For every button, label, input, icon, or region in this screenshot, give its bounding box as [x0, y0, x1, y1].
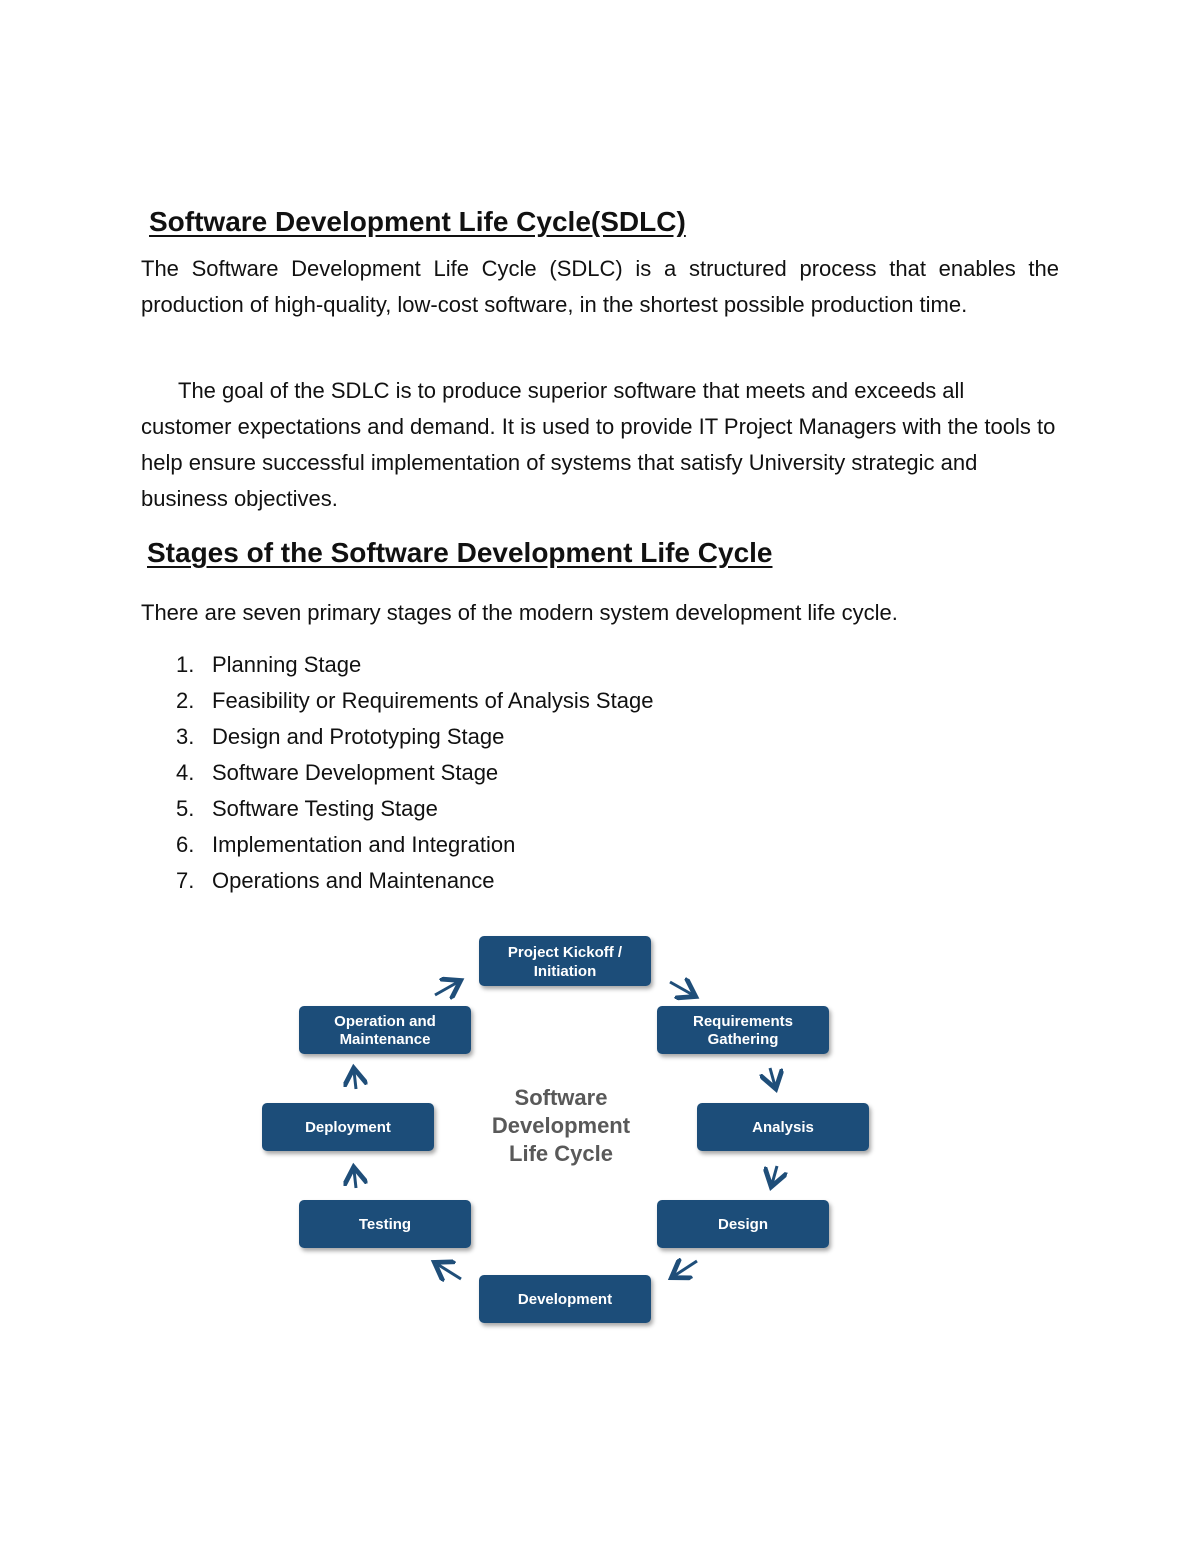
center-label-line: Software: [514, 1085, 608, 1110]
svg-text:Requirements: Requirements: [692, 1013, 794, 1030]
stage-item: 2. Feasibility or Requirements of Analysis Stage: [176, 688, 654, 713]
stage-item: 5. Software Testing Stage: [176, 796, 438, 821]
svg-text:Project Kickoff /: Project Kickoff /: [507, 944, 623, 961]
stages-list: [141, 647, 653, 899]
stage-box-testing: [299, 1200, 471, 1248]
arrow-operation-to-kickoff: [435, 982, 458, 995]
stage-box-kickoff: [479, 936, 651, 986]
svg-text:Analysis: Analysis: [752, 1119, 814, 1136]
stage-item: 3. Design and Prototyping Stage: [176, 724, 505, 749]
arrow-testing-to-deployment: [354, 1170, 356, 1188]
sdlc-cycle-diagram: [250, 925, 890, 1335]
svg-text:Gathering: Gathering: [707, 1031, 779, 1048]
svg-text:Initiation: Initiation: [533, 963, 597, 980]
stage-box-deployment: [262, 1103, 434, 1151]
center-label-line: Life Cycle: [509, 1141, 613, 1166]
stage-item: 1. Planning Stage: [176, 652, 362, 677]
arrow-kickoff-to-requirements: [670, 982, 693, 995]
page-title: Software Development Life Cycle(SDLC): [149, 206, 686, 237]
stage-box-analysis: [697, 1103, 869, 1151]
stages-intro: There are seven primary stages of the modern system development life cycle.: [141, 600, 898, 625]
diagram-center-label: [492, 1085, 631, 1166]
stage-item: 7. Operations and Maintenance: [176, 868, 495, 893]
center-label-line: Development: [491, 1113, 631, 1138]
arrow-deployment-to-operation: [354, 1071, 356, 1089]
stage-item: 4. Software Development Stage: [176, 760, 499, 785]
stages-heading: Stages of the Software Development Life Cycle: [147, 537, 773, 568]
svg-text:Testing: Testing: [358, 1216, 412, 1233]
stage-box-development: [479, 1275, 651, 1323]
arrow-development-to-testing: [437, 1264, 461, 1279]
stage-item: 6. Implementation and Integration: [176, 832, 516, 857]
svg-text:Operation and: Operation and: [334, 1013, 436, 1030]
stage-box-requirements: [657, 1006, 829, 1054]
stage-box-design: [657, 1200, 829, 1248]
svg-text:Maintenance: Maintenance: [339, 1031, 431, 1048]
intro-paragraph: The Software Development Life Cycle (SDLC) is a structured process that enables the production of high-quality, low-cost software, in the shortest possible production time.: [141, 256, 1059, 317]
goal-paragraph: The goal of the SDLC is to produce superior software that meets and exceeds all customer expectations and demand. It is used to provide IT Project Managers with the tools to help ensure successful implementation of systems that satisfy University strategic and business objectives.: [141, 378, 1056, 511]
stage-box-operation: [299, 1006, 471, 1054]
arrow-analysis-to-design: [772, 1166, 777, 1184]
svg-text:Deployment: Deployment: [305, 1119, 391, 1136]
svg-text:Design: Design: [717, 1216, 769, 1233]
svg-text:Development: Development: [517, 1291, 613, 1308]
arrow-design-to-development: [674, 1261, 697, 1276]
arrow-requirements-to-analysis: [770, 1068, 775, 1086]
